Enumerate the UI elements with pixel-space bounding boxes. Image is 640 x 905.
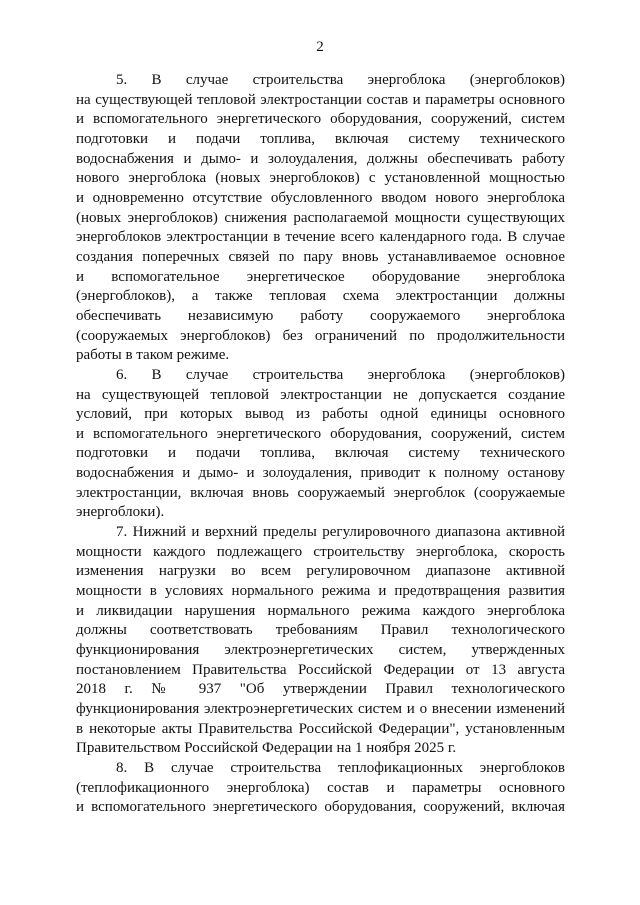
text-line: 8. В случае строительства теплофикационных энергоблоков <box>116 759 565 776</box>
text-line: энергоблоки). <box>76 504 165 521</box>
text-line: подготовки и подачи топлива, включая систему технического <box>76 130 565 147</box>
text-line: на существующей тепловой электростанции состав и параметры основного <box>76 91 565 108</box>
text-line: 2018 г. № 937 "Об утверждении Правил технологического <box>76 681 565 698</box>
text-line: (сооружаемых энергоблоков) без ограничений по продолжительности <box>76 327 565 344</box>
text-line: и вспомогательного энергетического оборудования, сооружений, включая <box>76 799 565 816</box>
text-line: функционирования электроэнергетических систем и о внесении изменений <box>76 701 565 717</box>
text-line: функционирования электроэнергетических систем, утвержденных <box>76 642 565 659</box>
text-line: и вспомогательное энергетическое оборудование энергоблока <box>76 268 565 285</box>
text-line: (теплофикационного энергоблока) состав и параметры основного <box>76 779 565 796</box>
page-number: 2 <box>316 39 324 55</box>
paragraph-6 <box>76 366 565 523</box>
text-line: водоснабжения и дымо- и золоудаления, должны обеспечивать работу <box>76 150 565 167</box>
text-line: водоснабжения и дымо- и золоудаления, приводит к полному останову <box>76 465 565 482</box>
text-line: в некоторые акты Правительства Российской Федерации", установленным <box>76 720 565 737</box>
text-line: 7. Нижний и верхний пределы регулировочного диапазона активной <box>116 524 565 541</box>
text-line: и вспомогательного энергетического оборудования, сооружений, систем <box>76 425 565 442</box>
text-line: мощности в условиях нормального режима и предотвращения развития <box>76 583 565 600</box>
text-line: и одновременно отсутствие обусловленного вводом нового энергоблока <box>76 189 565 206</box>
text-line: 5. В случае строительства энергоблока (энергоблоков) <box>116 72 565 88</box>
text-line: энергоблоков электростанции в течение всего календарного года. В случае <box>76 229 565 246</box>
text-line: нового энергоблока (новых энергоблоков) с установленной мощностью <box>76 170 565 187</box>
document-body <box>76 71 565 818</box>
text-line: изменения нагрузки во всем регулировочном диапазоне активной <box>76 563 565 580</box>
text-line: работы в таком режиме. <box>76 347 230 364</box>
text-line: обеспечивать независимую работу сооружаемого энергоблока <box>76 307 565 324</box>
text-line: электростанции, включая вновь сооружаемый энергоблок (сооружаемые <box>76 484 565 501</box>
paragraph-8 <box>76 759 565 818</box>
text-line: и ликвидации нарушения нормального режима каждого энергоблока <box>76 602 565 619</box>
paragraph-5 <box>76 71 565 366</box>
text-line: подготовки и подачи топлива, включая систему технического <box>76 445 565 462</box>
text-line: мощности каждого подлежащего строительству энергоблока, скорость <box>76 543 565 560</box>
text-line: 6. В случае строительства энергоблока (энергоблоков) <box>116 366 565 383</box>
text-line: (энергоблоков), а также тепловая схема электростанции должны <box>76 288 565 305</box>
text-line: и вспомогательного энергетического оборудования, сооружений, систем <box>76 111 565 128</box>
text-line: постановлением Правительства Российской Федерации от 13 августа <box>76 661 565 678</box>
text-line: должны соответствовать требованиям Правил технологического <box>76 622 565 639</box>
text-line: (новых энергоблоков) снижения располагаемой мощности существующих <box>76 209 565 226</box>
text-line: Правительством Российской Федерации на 1 ноября 2025 г. <box>76 740 457 757</box>
text-line: на существующей тепловой электростанции не допускается создание <box>76 386 565 403</box>
paragraph-7 <box>76 523 565 759</box>
text-line: условий, при которых вывод из работы одной единицы основного <box>76 406 565 423</box>
text-line: создания поперечных связей по пару вновь устанавливаемое основное <box>76 248 565 265</box>
